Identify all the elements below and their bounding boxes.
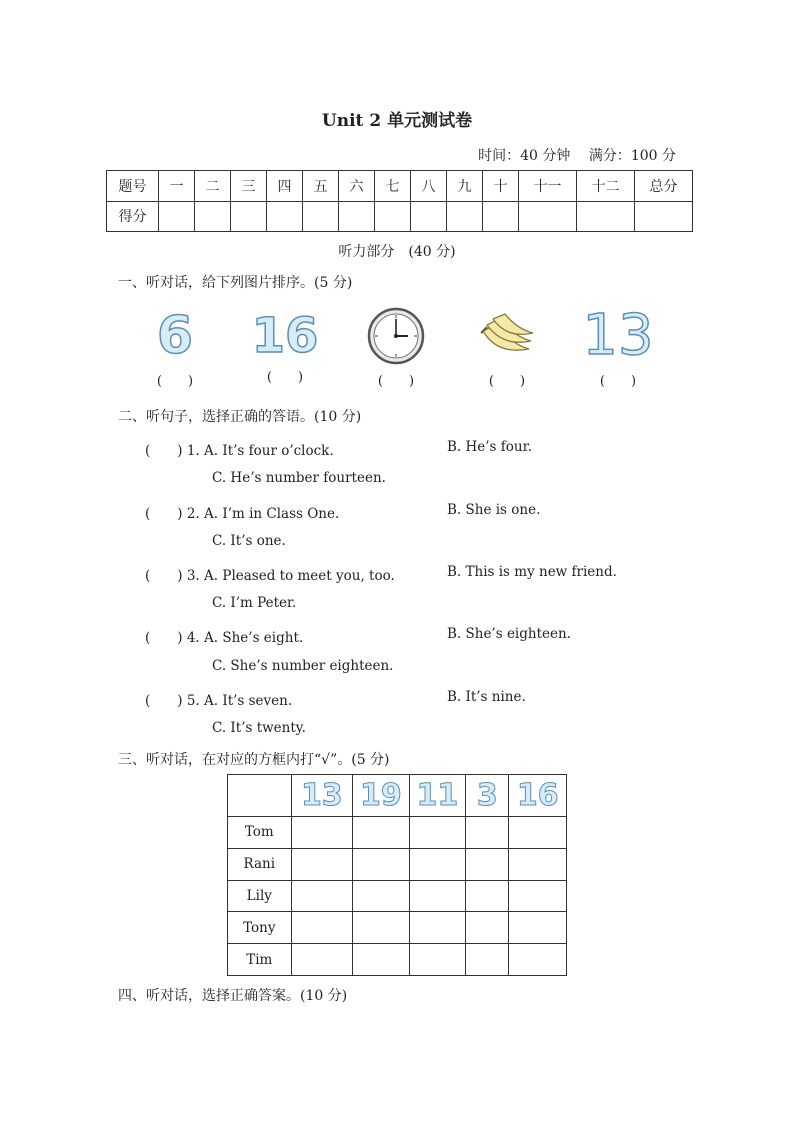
score-col: 五 (303, 171, 339, 202)
name-cell: Rani (228, 848, 292, 880)
name-cell: Lily (228, 880, 292, 912)
number-19-icon: 19 (353, 775, 410, 817)
item-number: 5. (186, 693, 200, 709)
q2-item-2-line-a (145, 502, 339, 522)
q1-picture-item (245, 300, 325, 390)
exam-meta (478, 145, 676, 165)
q1-picture-item (135, 300, 215, 390)
section-title: 听力部分 (40 分) (338, 244, 456, 260)
option-b: B. This is my new friend. (447, 564, 617, 580)
score-col: 九 (447, 171, 483, 202)
score-col: 二 (195, 171, 231, 202)
check-box[interactable] (466, 880, 509, 912)
score-cell[interactable] (339, 201, 375, 232)
score-table-score-row (107, 201, 693, 232)
option-a: A. It’s four o’clock. (204, 443, 334, 459)
option-c: C. He’s number fourteen. (212, 470, 386, 486)
number-13-icon: 13 (582, 303, 654, 368)
score-table (106, 170, 693, 232)
check-box[interactable] (409, 912, 466, 944)
score-cell[interactable] (375, 201, 411, 232)
check-box[interactable] (466, 912, 509, 944)
number-16-icon: 16 (251, 308, 319, 364)
check-box[interactable] (509, 848, 567, 880)
answer-paren[interactable]: ( ) (156, 374, 194, 389)
answer-paren[interactable]: ( ) (266, 370, 304, 385)
number-3-icon: 3 (466, 775, 509, 817)
check-box[interactable] (353, 944, 410, 976)
name-cell: Tim (228, 944, 292, 976)
number-11-icon: 11 (409, 775, 466, 817)
score-col: 十二 (577, 171, 635, 202)
check-box[interactable] (353, 848, 410, 880)
option-a: A. I’m in Class One. (204, 506, 340, 522)
number-13-icon: 13 (291, 775, 353, 817)
page-title: Unit 2 单元测试卷 (321, 111, 473, 131)
score-cell[interactable] (159, 201, 195, 232)
answer-paren[interactable]: ( ) (145, 506, 183, 522)
question-2-heading: 二、听句子，选择正确的答语。(10 分) (118, 409, 362, 425)
q2-item-5-line-a (145, 689, 292, 709)
q2-item-3-line-a (145, 564, 395, 584)
answer-paren[interactable]: ( ) (488, 374, 526, 389)
score-cell[interactable] (411, 201, 447, 232)
item-number: 3. (186, 568, 200, 584)
score-cell[interactable] (483, 201, 519, 232)
check-box[interactable] (291, 817, 353, 849)
q2-item-4-line-a (145, 626, 303, 646)
score-cell[interactable] (267, 201, 303, 232)
check-box[interactable] (291, 848, 353, 880)
check-box[interactable] (466, 817, 509, 849)
clock-icon (367, 307, 425, 365)
option-c: C. She’s number eighteen. (212, 658, 394, 674)
check-box[interactable] (409, 944, 466, 976)
check-box[interactable] (509, 880, 567, 912)
option-a: A. Pleased to meet you, too. (204, 568, 395, 584)
question-1-heading: 一、听对话，给下列图片排序。(5 分) (118, 275, 353, 291)
check-box[interactable] (291, 880, 353, 912)
bananas-icon (477, 311, 537, 361)
item-number: 4. (186, 630, 200, 646)
answer-paren[interactable]: ( ) (377, 374, 415, 389)
check-box[interactable] (291, 944, 353, 976)
score-cell[interactable] (303, 201, 339, 232)
score-col: 三 (231, 171, 267, 202)
answer-paren[interactable]: ( ) (145, 443, 183, 459)
score-cell[interactable] (447, 201, 483, 232)
answer-paren[interactable]: ( ) (145, 568, 183, 584)
option-b: B. He’s four. (447, 439, 532, 455)
grid-row (228, 880, 567, 912)
grid-corner-cell (228, 775, 292, 817)
question-4-heading: 四、听对话，选择正确答案。(10 分) (118, 988, 348, 1004)
option-c: C. It’s twenty. (212, 720, 306, 736)
check-box[interactable] (353, 880, 410, 912)
score-row-label: 得分 (107, 201, 159, 232)
check-box[interactable] (509, 944, 567, 976)
full-score: 满分：100 分 (588, 148, 676, 164)
answer-paren[interactable]: ( ) (145, 693, 183, 709)
name-cell: Tom (228, 817, 292, 849)
grid-row (228, 912, 567, 944)
q2-item-1-line-a (145, 439, 334, 459)
check-box[interactable] (353, 912, 410, 944)
score-col: 总分 (635, 171, 693, 202)
option-a: A. It’s seven. (204, 693, 293, 709)
option-c: C. It’s one. (212, 533, 286, 549)
score-col: 四 (267, 171, 303, 202)
score-col: 十 (483, 171, 519, 202)
option-a: A. She’s eight. (204, 630, 304, 646)
grid-row (228, 817, 567, 849)
answer-paren[interactable]: ( ) (599, 374, 637, 389)
number-16-icon: 16 (509, 775, 567, 817)
number-6-icon: 6 (156, 306, 194, 366)
answer-paren[interactable]: ( ) (145, 630, 183, 646)
question-3-heading: 三、听对话，在对应的方框内打“√”。(5 分) (118, 752, 390, 768)
score-col: 八 (411, 171, 447, 202)
check-box[interactable] (409, 880, 466, 912)
item-number: 2. (186, 506, 200, 522)
check-box[interactable] (509, 817, 567, 849)
score-table-header-row (107, 171, 693, 202)
item-number: 1. (186, 443, 200, 459)
score-col: 七 (375, 171, 411, 202)
score-cell[interactable] (195, 201, 231, 232)
q1-picture-item (578, 300, 658, 390)
time-limit: 时间：40 分钟 (478, 148, 571, 164)
score-col: 十一 (519, 171, 577, 202)
check-box[interactable] (409, 817, 466, 849)
score-cell[interactable] (577, 201, 635, 232)
option-c: C. I’m Peter. (212, 595, 297, 611)
score-col: 一 (159, 171, 195, 202)
grid-row (228, 848, 567, 880)
q1-picture-item (356, 300, 436, 390)
check-box[interactable] (409, 848, 466, 880)
grid-row (228, 944, 567, 976)
score-header-label: 题号 (107, 171, 159, 202)
q1-pictures (130, 300, 670, 390)
option-b: B. She is one. (447, 502, 541, 518)
name-cell: Tony (228, 912, 292, 944)
option-b: B. It’s nine. (447, 689, 526, 705)
option-b: B. She’s eighteen. (447, 626, 571, 642)
check-box[interactable] (466, 848, 509, 880)
score-cell[interactable] (231, 201, 267, 232)
score-cell[interactable] (519, 201, 577, 232)
score-col: 六 (339, 171, 375, 202)
check-box[interactable] (291, 912, 353, 944)
check-box[interactable] (353, 817, 410, 849)
check-box[interactable] (509, 912, 567, 944)
q1-picture-item (467, 300, 547, 390)
grid-header-row (228, 775, 567, 817)
check-box[interactable] (466, 944, 509, 976)
q3-check-grid (227, 774, 567, 976)
score-cell[interactable] (635, 201, 693, 232)
